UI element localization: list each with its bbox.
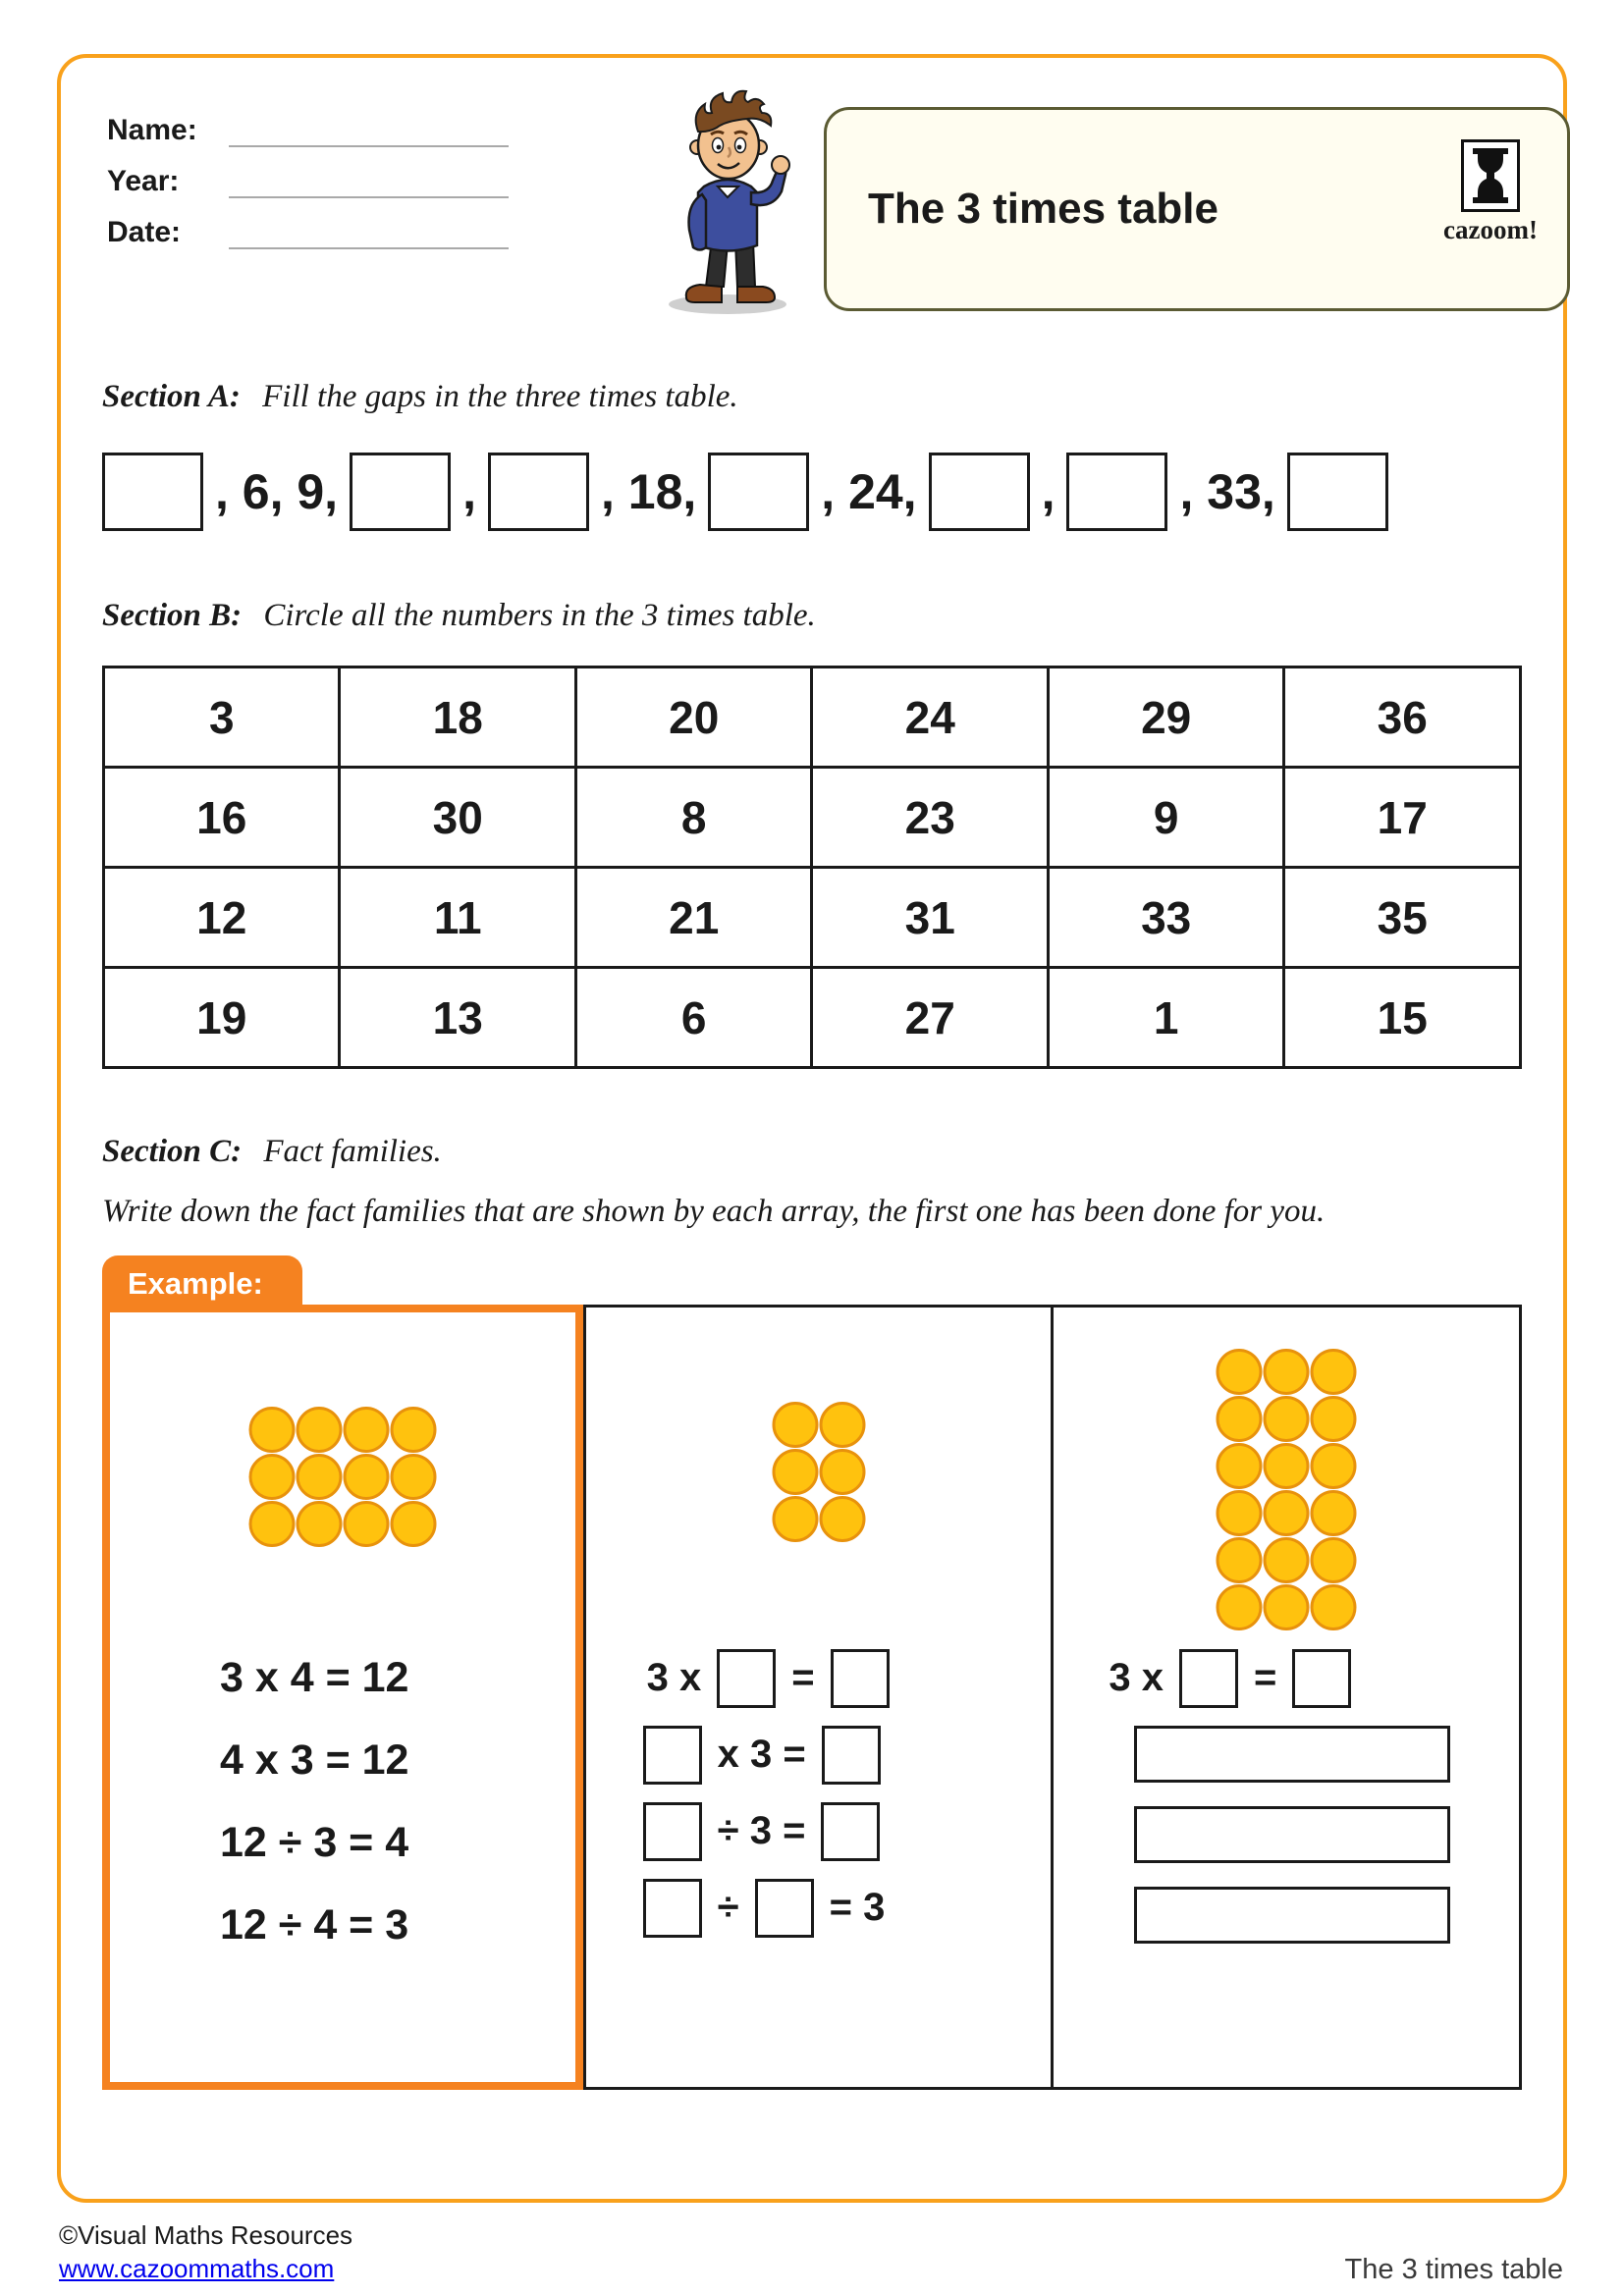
- number-cell: 11: [340, 868, 575, 968]
- answer-line-box[interactable]: [1134, 1887, 1450, 1944]
- array-dot: [819, 1402, 865, 1448]
- section-c-instruction: Fact families.: [263, 1134, 442, 1169]
- fact-text: x 3 =: [717, 1733, 806, 1777]
- title-box: [824, 107, 1570, 311]
- number-cell: 30: [340, 768, 575, 868]
- date-field: [107, 216, 509, 249]
- number-cell: 20: [575, 667, 811, 768]
- section-c-label: Section C:: [102, 1134, 243, 1169]
- answer-box[interactable]: [1287, 453, 1388, 531]
- number-cell: 12: [104, 868, 340, 968]
- array-dot: [390, 1501, 436, 1547]
- array-dot: [343, 1454, 389, 1500]
- array-dot: [1311, 1490, 1357, 1536]
- fact-text: 3 x: [1109, 1656, 1164, 1700]
- fact-text: 3 x: [646, 1656, 702, 1700]
- year-input-line[interactable]: [229, 169, 509, 198]
- array-dot: [1264, 1443, 1310, 1489]
- number-cell: 29: [1048, 667, 1283, 768]
- student-id-fields: [107, 114, 509, 267]
- answer-box[interactable]: [929, 453, 1030, 531]
- panel-2-facts: [586, 1649, 1052, 1955]
- answer-box[interactable]: [708, 453, 809, 531]
- dot-array-3x4: [248, 1407, 436, 1547]
- array-dot: [1217, 1349, 1263, 1395]
- number-grid: [102, 666, 1522, 1069]
- fact-line: 4 x 3 = 12: [220, 1735, 409, 1784]
- dot-array-6x3: [1217, 1349, 1357, 1630]
- date-label: Date:: [107, 216, 182, 248]
- array-dot: [1311, 1396, 1357, 1442]
- section-c: [102, 1134, 1522, 2090]
- array-dot: [296, 1407, 342, 1453]
- number-cell: 33: [1048, 868, 1283, 968]
- number-cell: 36: [1284, 667, 1521, 768]
- fact-text: = 3: [829, 1886, 886, 1930]
- answer-box[interactable]: [643, 1726, 702, 1785]
- logo-text: cazoom!: [1443, 215, 1538, 244]
- array-dot: [819, 1496, 865, 1542]
- array-dot: [1311, 1584, 1357, 1630]
- array-dot: [248, 1454, 295, 1500]
- array-dot: [390, 1407, 436, 1453]
- array-dot: [1217, 1537, 1263, 1583]
- section-b: [102, 598, 1522, 1069]
- worksheet-header: [102, 92, 1538, 328]
- year-label: Year:: [107, 165, 180, 197]
- number-cell: 13: [340, 968, 575, 1068]
- date-input-line[interactable]: [229, 220, 509, 249]
- answer-box[interactable]: [350, 453, 451, 531]
- section-b-label: Section B:: [102, 598, 243, 633]
- footer-worksheet-title: The 3 times table: [1344, 2254, 1563, 2285]
- answer-box[interactable]: [488, 453, 589, 531]
- fact-line: 12 ÷ 4 = 3: [220, 1900, 409, 1949]
- page-title: The 3 times table: [868, 185, 1219, 233]
- fact-text: =: [1253, 1656, 1277, 1700]
- array-dot: [772, 1449, 818, 1495]
- panel-3-facts: [1054, 1649, 1519, 1967]
- section-a-label: Section A:: [102, 379, 241, 414]
- table-row: [104, 968, 1521, 1068]
- fact-line: [637, 1802, 1052, 1861]
- array-dot: [1264, 1584, 1310, 1630]
- example-tab: Example:: [102, 1255, 302, 1310]
- times-table-sequence: [102, 453, 1522, 531]
- fact-line: [637, 1879, 1052, 1938]
- array-dot: [1217, 1443, 1263, 1489]
- answer-box[interactable]: [755, 1879, 814, 1938]
- sequence-text: , 24,: [821, 464, 917, 519]
- section-a-instruction: Fill the gaps in the three times table.: [262, 379, 738, 414]
- array-dot: [819, 1449, 865, 1495]
- number-cell: 9: [1048, 768, 1283, 868]
- sequence-text: , 18,: [600, 464, 697, 519]
- array-dot: [772, 1402, 818, 1448]
- name-label: Name:: [107, 114, 197, 146]
- number-cell: 16: [104, 768, 340, 868]
- array-dot: [1311, 1349, 1357, 1395]
- array-dot: [1264, 1349, 1310, 1395]
- fact-line: [1054, 1649, 1519, 1708]
- answer-box[interactable]: [717, 1649, 776, 1708]
- sequence-text: , 6, 9,: [215, 464, 339, 519]
- section-c-description: Write down the fact families that are shown by each array, the first one has been done for you.: [102, 1194, 1326, 1229]
- table-row: [104, 768, 1521, 868]
- number-cell: 31: [812, 868, 1048, 968]
- answer-box[interactable]: [643, 1879, 702, 1938]
- fact-line: [637, 1649, 1052, 1708]
- sequence-text: ,: [462, 464, 476, 519]
- array-dot: [1217, 1490, 1263, 1536]
- section-a-heading: [102, 379, 1522, 415]
- array-dot: [1264, 1396, 1310, 1442]
- table-row: [104, 868, 1521, 968]
- array-dot: [343, 1407, 389, 1453]
- answer-line-box[interactable]: [1134, 1806, 1450, 1863]
- array-dot: [296, 1454, 342, 1500]
- fact-text: ÷: [717, 1886, 739, 1930]
- array-dot: [248, 1407, 295, 1453]
- section-c-heading: [102, 1134, 1522, 1170]
- array-dot: [1217, 1584, 1263, 1630]
- number-cell: 8: [575, 768, 811, 868]
- sequence-text: ,: [1041, 464, 1056, 519]
- array-dot: [1311, 1537, 1357, 1583]
- number-cell: 6: [575, 968, 811, 1068]
- number-cell: 15: [1284, 968, 1521, 1068]
- array-dot: [1264, 1537, 1310, 1583]
- array-dot: [343, 1501, 389, 1547]
- number-cell: 35: [1284, 868, 1521, 968]
- array-dot: [1311, 1443, 1357, 1489]
- cazoom-logo: [1441, 139, 1540, 245]
- number-cell: 3: [104, 667, 340, 768]
- fact-family-panel-2: [583, 1305, 1055, 2090]
- fact-line: 12 ÷ 3 = 4: [220, 1818, 409, 1866]
- sequence-text: , 33,: [1179, 464, 1275, 519]
- array-dot: [248, 1501, 295, 1547]
- number-cell: 17: [1284, 768, 1521, 868]
- section-a: [102, 379, 1522, 531]
- page-footer: [59, 2219, 1563, 2286]
- answer-box[interactable]: [1066, 453, 1167, 531]
- fact-family-panels: [102, 1265, 1522, 2090]
- name-input-line[interactable]: [229, 118, 509, 147]
- array-dot: [390, 1454, 436, 1500]
- number-cell: 18: [340, 667, 575, 768]
- table-row: [104, 667, 1521, 768]
- array-dot: [1217, 1396, 1263, 1442]
- fact-line: 3 x 4 = 12: [220, 1653, 409, 1701]
- answer-box[interactable]: [102, 453, 203, 531]
- copyright-text: ©Visual Maths Resources: [59, 2220, 353, 2251]
- answer-line-box[interactable]: [1134, 1726, 1450, 1783]
- example-panel: [102, 1265, 583, 2090]
- answer-box[interactable]: [1179, 1649, 1238, 1708]
- section-b-heading: [102, 598, 1522, 634]
- number-cell: 21: [575, 868, 811, 968]
- number-cell: 24: [812, 667, 1048, 768]
- answer-box[interactable]: [821, 1802, 880, 1861]
- example-facts: [110, 1654, 575, 1984]
- footer-credits: [59, 2219, 352, 2286]
- array-dot: [296, 1501, 342, 1547]
- array-dot: [1264, 1490, 1310, 1536]
- hourglass-icon: [1461, 139, 1520, 212]
- year-field: [107, 165, 509, 198]
- answer-box[interactable]: [822, 1726, 881, 1785]
- array-dot: [772, 1496, 818, 1542]
- fact-text: =: [791, 1656, 815, 1700]
- worksheet-page: [57, 54, 1567, 2203]
- number-cell: 19: [104, 968, 340, 1068]
- section-b-instruction: Circle all the numbers in the 3 times table.: [263, 598, 816, 633]
- number-cell: 23: [812, 768, 1048, 868]
- fact-line: [637, 1726, 1052, 1785]
- name-field: [107, 114, 509, 147]
- boy-character-illustration: [647, 82, 819, 323]
- number-cell: 27: [812, 968, 1048, 1068]
- fact-family-panel-3: [1051, 1305, 1522, 2090]
- answer-box[interactable]: [831, 1649, 890, 1708]
- answer-box[interactable]: [643, 1802, 702, 1861]
- number-cell: 1: [1048, 968, 1283, 1068]
- answer-box[interactable]: [1292, 1649, 1351, 1708]
- cazoom-website-link[interactable]: www.cazoommaths.com: [59, 2254, 335, 2284]
- fact-text: ÷ 3 =: [717, 1809, 806, 1853]
- dot-array-3x2: [772, 1402, 865, 1542]
